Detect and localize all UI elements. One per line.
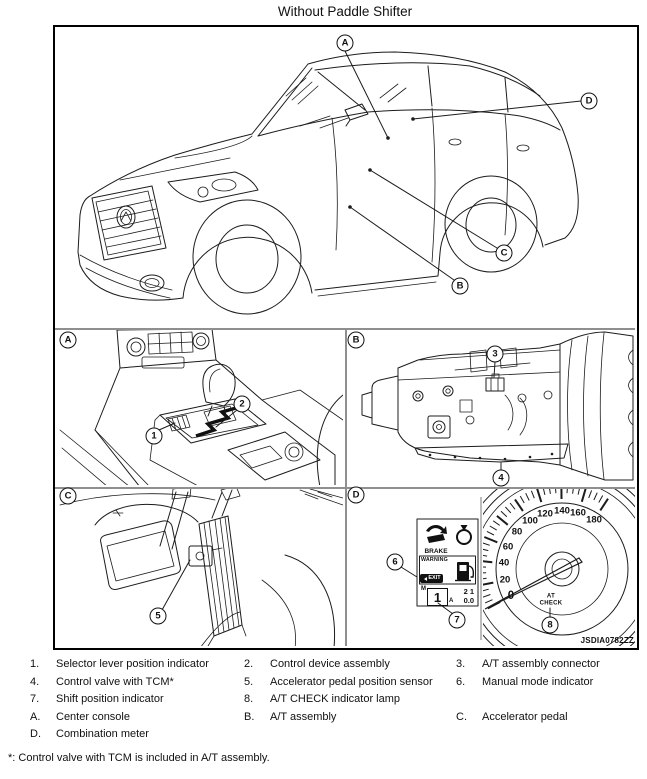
exit-label: EXIT	[428, 574, 441, 581]
legend-item-label: Accelerator pedal	[482, 710, 568, 723]
warning-label: WARNING	[421, 557, 448, 563]
exit-badge	[420, 574, 443, 583]
gauge-label-0: 0	[507, 590, 515, 602]
legend-item-label: Control valve with TCM*	[56, 675, 174, 688]
callout-2: 2	[234, 396, 251, 413]
legend-item: 1. Selector lever position indicator	[30, 658, 209, 670]
legend-item: 3. A/T assembly connector	[456, 658, 600, 670]
gauge-label-80: 80	[511, 526, 523, 538]
callout-7: 7	[449, 612, 466, 629]
panel-label-pedals: C	[60, 488, 77, 505]
gauge-label-180: 180	[586, 514, 602, 526]
legend-item-label: A/T assembly connector	[482, 658, 600, 670]
manual-mode-indicator: M	[421, 586, 426, 592]
legend	[30, 658, 635, 746]
legend-item: 2. Control device assembly	[244, 658, 390, 670]
panel-label-console: A	[60, 332, 77, 349]
panel-label-transmission: B	[348, 332, 365, 349]
legend-item-label: Combination meter	[56, 728, 149, 740]
gauge-label-100: 100	[522, 515, 538, 527]
legend-item: 7. Shift position indicator	[30, 693, 164, 705]
callout-8: 8	[542, 617, 559, 634]
figure-code: JSDIA0782ZZ	[580, 636, 634, 645]
legend-item: 4. Control valve with TCM*	[30, 675, 174, 688]
callout-car-a: A	[337, 35, 354, 52]
shift-position-indicator: 1	[427, 588, 448, 606]
gauge-label-120: 120	[537, 508, 553, 520]
callout-1: 1	[146, 428, 163, 445]
callout-4: 4	[493, 470, 510, 487]
brake-indicator-label: BRAKE	[424, 548, 448, 555]
legend-item-label: A/T assembly	[270, 710, 337, 723]
gauge-label-140: 140	[554, 505, 570, 517]
gauge-label-40: 40	[498, 557, 510, 569]
display-value-bottom: 0.0	[463, 596, 474, 605]
gauge-label-20: 20	[499, 574, 511, 586]
callout-car-d: D	[581, 93, 598, 110]
legend-item-label: Control device assembly	[270, 658, 390, 670]
figure-title: Without Paddle Shifter	[277, 4, 413, 19]
legend-item: 5. Accelerator pedal position sensor	[244, 675, 433, 688]
gauge-label-60: 60	[502, 541, 514, 553]
legend-item: 6. Manual mode indicator	[456, 675, 594, 688]
callout-car-b: B	[452, 278, 469, 295]
gauge-label-160: 160	[570, 507, 586, 519]
callout-3: 3	[487, 346, 504, 363]
display-value-top: 2 1	[463, 587, 474, 596]
legend-item: C. Accelerator pedal	[456, 710, 568, 723]
at-check-indicator-lamp: AT CHECK	[539, 593, 563, 606]
legend-item-label: Selector lever position indicator	[56, 658, 209, 670]
legend-item: B. A/T assembly	[244, 710, 337, 723]
callout-car-c: C	[496, 245, 513, 262]
callout-6: 6	[387, 554, 404, 571]
legend-item-label: Accelerator pedal position sensor	[270, 675, 433, 688]
divider-col	[345, 330, 347, 646]
panel-label-meter: D	[348, 487, 365, 504]
footnote: *: Control valve with TCM is included in A/T assembly.	[8, 752, 270, 764]
legend-item: A. Center console	[30, 710, 130, 723]
legend-item-label: Shift position indicator	[56, 693, 164, 705]
legend-item-label: Center console	[56, 710, 130, 723]
legend-item: 8. A/T CHECK indicator lamp	[244, 693, 401, 705]
callout-5: 5	[150, 608, 167, 625]
legend-item-label: A/T CHECK indicator lamp	[270, 693, 401, 705]
legend-item: D. Combination meter	[30, 728, 149, 740]
legend-item-label: Manual mode indicator	[482, 675, 594, 688]
auto-mode-label: A	[449, 598, 454, 604]
